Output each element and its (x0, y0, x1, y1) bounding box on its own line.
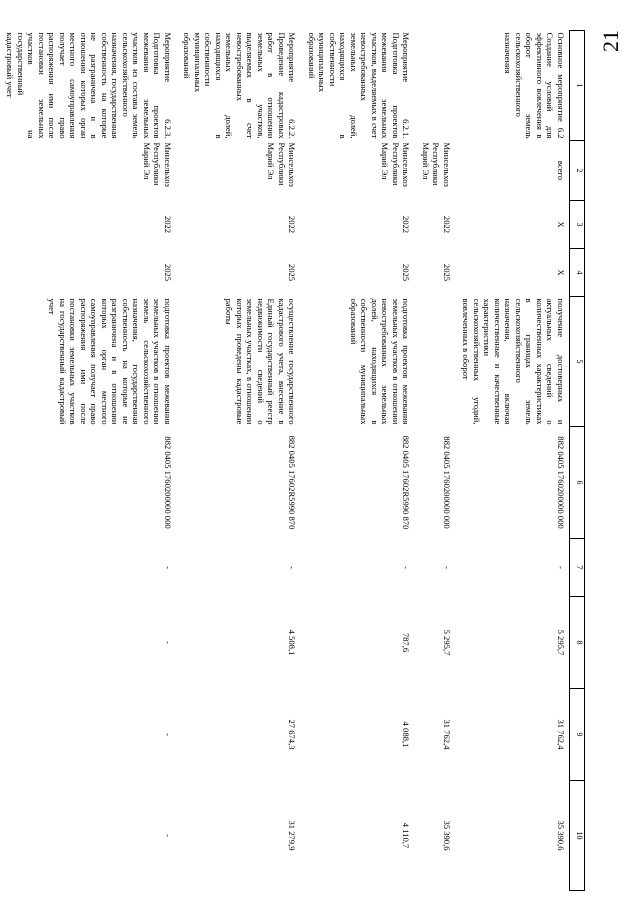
cell-executor: Минсельхоз Республики Марий Эл (142, 142, 173, 187)
program-table (0, 30, 585, 891)
page-number: 21 (598, 30, 623, 52)
cell-col8: - (163, 641, 173, 644)
cell-start-year: 2022 (287, 215, 298, 234)
cell-result (415, 297, 456, 427)
table-row (0, 31, 176, 891)
cell-col8: 787,6 (401, 632, 412, 653)
header-cell: 1 (570, 31, 585, 141)
cell-col8: 5 295,7 (442, 629, 452, 656)
cell-col7: - (163, 566, 173, 569)
header-cell: 9 (570, 689, 585, 781)
cell-executor: Минсельхоз Республики Марий Эл (421, 142, 452, 187)
header-cell: 6 (570, 427, 585, 539)
cell-code: 882 0405 1760200000 000 (442, 436, 452, 529)
header-cell: 2 (570, 141, 585, 201)
table-row (176, 31, 301, 891)
cell-col9: 27 674,3 (287, 719, 298, 750)
cell-col10: 4 110,7 (401, 822, 412, 849)
cell-executor: всего (556, 160, 566, 181)
cell-start-year: Х (556, 221, 566, 228)
cell-code: 882 0405 17602R5990 870 (401, 435, 412, 530)
cell-col7: - (556, 566, 566, 569)
cell-end-year: 2025 (401, 263, 412, 282)
header-cell: 7 (570, 539, 585, 597)
cell-result: осуществление государственного кадастрового учета, внесение в Единый государственный реестр недвижимости сведений о земельных участках, в отношении которых проведены кадастровые работы (224, 298, 298, 425)
cell-start-year: 2022 (442, 215, 452, 234)
cell-code: 882 0405 17602R5990 870 (287, 435, 298, 530)
cell-col10: 31 279,9 (287, 820, 298, 851)
cell-start-year: 2022 (401, 215, 412, 234)
cell-executor: Минсельхоз Республики Марий Эл (266, 142, 298, 187)
header-cell: 5 (570, 297, 585, 427)
table-row (455, 31, 570, 891)
cell-start-year: 2022 (163, 215, 173, 234)
header-cell: 4 (570, 249, 585, 297)
cell-end-year: Х (556, 269, 566, 276)
cell-col7: - (442, 566, 452, 569)
cell-activity: Мероприятие 6.2.1. Подготовка проектов межевания земельных участков, выделяемых в счет невостребованных земельных долей, находящихся в собственности муниципальных образований (307, 32, 412, 139)
cell-col10: - (163, 834, 173, 837)
header-cell: 10 (570, 781, 585, 891)
cell-col9: - (163, 733, 173, 736)
cell-result: подготовка проектов межевания земельных участков в отношении земель сельскохозяйственного назначения, государственная собственность на которые не разграничена и в отношении которых орган местного самоуправления получает право распоряжения ими после постановки земельных участков на государственный кадастровый учет (47, 298, 173, 425)
cell-result: получение достоверных и актуальных сведений о количественных характеристиках в границах земель сельскохозяйственного назначения, включая количественные и качественные характеристики сельскохозяйственных угодий, вовлеченных в оборот (461, 298, 566, 425)
cell-col9: 4 088,1 (401, 721, 412, 748)
cell-col10: 35 390,6 (442, 820, 452, 851)
cell-end-year: 2025 (163, 263, 173, 282)
cell-end-year: 2025 (442, 263, 452, 282)
cell-col8: 5 295,7 (556, 629, 566, 656)
cell-col7: - (401, 566, 412, 569)
cell-activity (415, 31, 456, 141)
cell-activity: Мероприятие 6.2.2. Проведение кадастровых работ в отношении земельных участков, выделяемых в счет невостребованных земельных долей, находящихся в собственности муниципальных образований (182, 32, 298, 139)
cell-code: 882 0405 1760200000 000 (556, 436, 566, 529)
cell-activity: Мероприятие 6.2.3. Подготовка проектов межевания земельных участков из состава земель сельскохозяйственного назначения, государственная собственность на которые не разграничена и в отношении которых орган местного самоуправления получает право распоряжения ими после постановки земельных участков на государственный кадастровый учет (5, 32, 173, 139)
cell-end-year: 2025 (287, 263, 298, 282)
cell-activity: Основное мероприятие 6.2 Создание условий для эффективного вовлечения в оборот земель сельскохозяйственного назначения (503, 32, 566, 139)
cell-code: 882 0405 1760200000 000 (163, 436, 173, 529)
document-sheet (5, 30, 585, 890)
table-row (301, 31, 415, 891)
cell-col8: 4 508,1 (287, 629, 298, 656)
header-cell: 8 (570, 597, 585, 689)
cell-result: подготовка проектов межевания земельных участков в отношении невостребованных земельных долей, находящихся в собственности муниципальных образований (349, 298, 412, 425)
cell-col9: 31 762,4 (442, 719, 452, 750)
cell-col10: 35 390,6 (556, 820, 566, 851)
header-cell: 3 (570, 201, 585, 249)
cell-col7: - (287, 566, 298, 569)
column-number-header (570, 31, 585, 891)
cell-executor: Минсельхоз Республики Марий Эл (380, 142, 412, 187)
table-row (415, 31, 456, 891)
cell-col9: 31 762,4 (556, 719, 566, 750)
